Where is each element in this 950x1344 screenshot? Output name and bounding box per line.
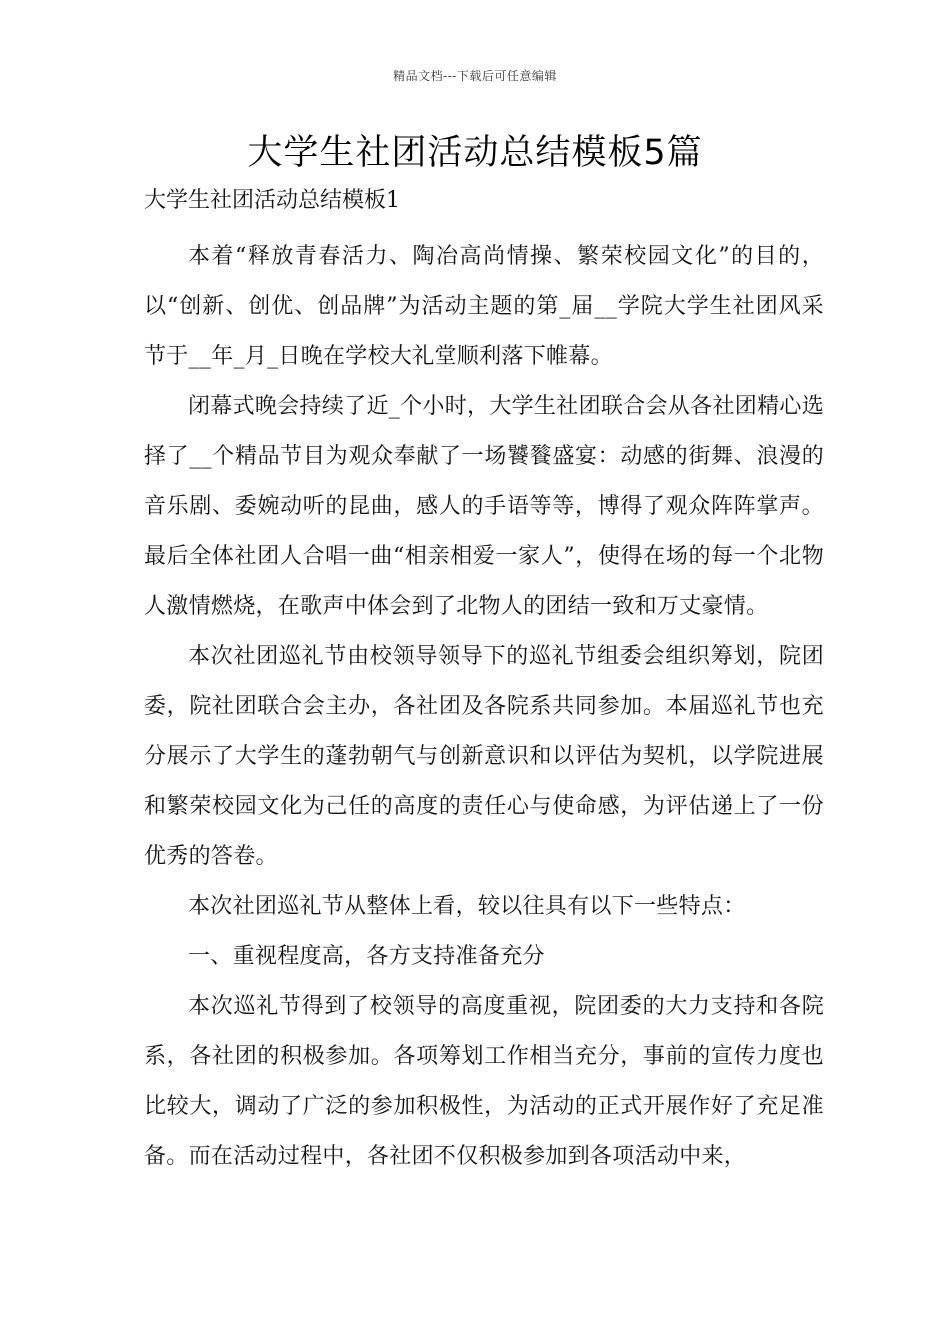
section-subtitle: 大学生社团活动总结模板1	[144, 188, 400, 213]
paragraph: 本次巡礼节得到了校领导的高度重视，院团委的大力支持和各院系，各社团的积极参加。各项筹划工作相当充分，事前的宣传力度也比较大，调动了广泛的参加积极性，为活动的正式开展作好了充足准备。而在活动过程中，各社团不仅积极参加到各项活动中来，	[144, 994, 824, 1169]
header-note: 精品文档---下载后可任意编辑	[393, 69, 557, 83]
paragraph: 本着“释放青春活力、陶冶高尚情操、繁荣校园文化”的目的，以“创新、创优、创品牌”为活动主题的第_届__学院大学生社团风采节于__年_月_日晚在学校大礼堂顺利落下帷幕。	[144, 244, 824, 369]
document-body	[144, 232, 824, 1182]
paragraph: 本次社团巡礼节由校领导领导下的巡礼节组委会组织筹划，院团委，院社团联合会主办，各社团及各院系共同参加。本届巡礼节也充分展示了大学生的蓬勃朝气与创新意识和以评估为契机，以学院进展和繁荣校园文化为己任的高度的责任心与使命感，为评估递上了一份优秀的答卷。	[144, 644, 824, 869]
paragraph: 本次社团巡礼节从整体上看，较以往具有以下一些特点：	[188, 894, 746, 919]
paragraph: 闭幕式晚会持续了近_个小时，大学生社团联合会从各社团精心选择了__个精品节目为观众奉献了一场饕餮盛宴：动感的街舞、浪漫的音乐剧、委婉动听的昆曲，感人的手语等等，博得了观众阵阵掌声。最后全体社团人合唱一曲“相亲相爱一家人”，使得在场的每一个北物人激情燃烧，在歌声中体会到了北物人的团结一致和万丈豪情。	[144, 394, 824, 619]
document-title: 大学生社团活动总结模板5篇	[247, 133, 703, 173]
section-heading: 一、重视程度高，各方支持准备充分	[188, 944, 545, 969]
